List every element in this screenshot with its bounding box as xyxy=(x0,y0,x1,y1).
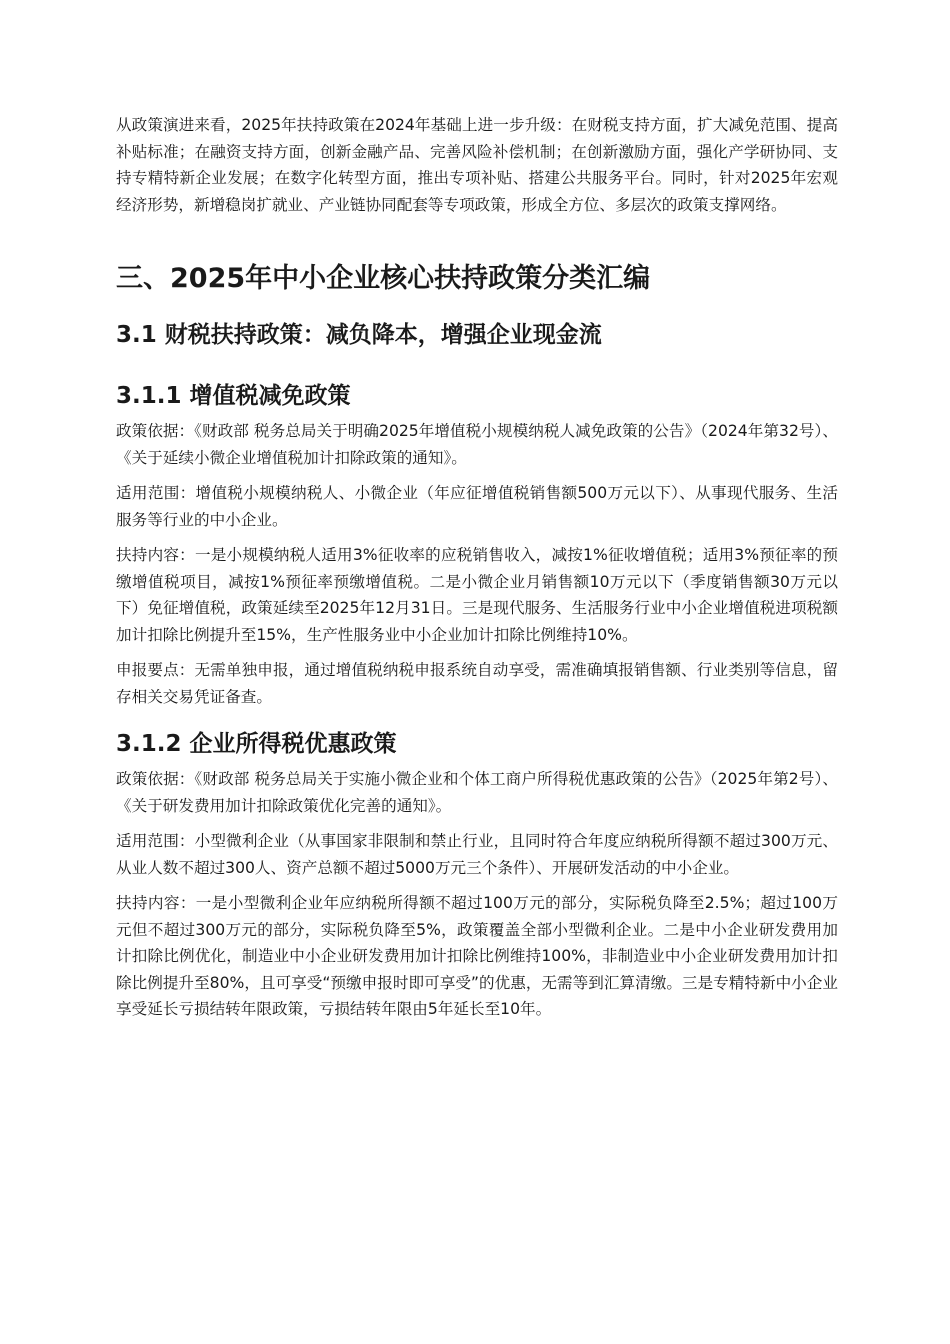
subsection-title-vat: 3.1.1 增值税减免政策 xyxy=(116,383,351,409)
cit-scope: 适用范围：小型微利企业（从事国家非限制和禁止行业，且同时符合年度应纳税所得额不超过300万元、从业人数不超过300人、资产总额不超过5000万元三个条件）、开展研发活动的中小企业。 xyxy=(116,832,838,877)
cit-policy-basis: 政策依据：《财政部 税务总局关于实施小微企业和个体工商户所得税优惠政策的公告》（2025年第2号）、《关于研发费用加计扣除政策优化完善的通知》。 xyxy=(116,770,838,815)
vat-policy-basis: 政策依据：《财政部 税务总局关于明确2025年增值税小规模纳税人减免政策的公告》（2024年第32号）、《关于延续小微企业增值税加计扣除政策的通知》。 xyxy=(116,422,838,467)
vat-apply-notes: 申报要点：无需单独申报，通过增值税纳税申报系统自动享受，需准确填报销售额、行业类别等信息，留存相关交易凭证备查。 xyxy=(116,661,838,706)
subsection-title-cit: 3.1.2 企业所得税优惠政策 xyxy=(116,731,397,757)
intro-paragraph: 从政策演进来看，2025年扶持政策在2024年基础上进一步升级：在财税支持方面，扩大减免范围、提高补贴标准；在融资支持方面，创新金融产品、完善风险补偿机制；在创新激励方面，强化产学研协同、支持专精特新企业发展；在数字化转型方面，推出专项补贴、搭建公共服务平台。同时，针对2025年宏观经济形势，新增稳岗扩就业、产业链协同配套等专项政策，形成全方位、多层次的政策支撑网络。 xyxy=(116,116,838,214)
cit-content: 扶持内容：一是小型微利企业年应纳税所得额不超过100万元的部分，实际税负降至2.5%；超过100万元但不超过300万元的部分，实际税负降至5%，政策覆盖全部小型微利企业。二是中小企业研发费用加计扣除比例优化，制造业中小企业研发费用加计扣除比例维持100%，非制造业中小企业研发费用加计扣除比例提升至80%，且可享受“预缴申报时即可享受”的优惠，无需等到汇算清缴。三是专精特新中小企业享受延长亏损结转年限政策，亏损结转年限由5年延长至10年。 xyxy=(116,894,838,1018)
vat-content: 扶持内容：一是小规模纳税人适用3%征收率的应税销售收入，减按1%征收增值税；适用3%预征率的预缴增值税项目，减按1%预征率预缴增值税。二是小微企业月销售额10万元以下（季度销售额30万元以下）免征增值税，政策延续至2025年12月31日。三是现代服务、生活服务行业中小企业增值税进项税额加计扣除比例提升至15%，生产性服务业中小企业加计扣除比例维持10%。 xyxy=(116,546,838,644)
document-page xyxy=(116,112,838,1032)
section-title: 3.1 财税扶持政策：减负降本，增强企业现金流 xyxy=(116,322,602,348)
chapter-title: 三、2025年中小企业核心扶持政策分类汇编 xyxy=(116,263,651,294)
vat-scope: 适用范围：增值税小规模纳税人、小微企业（年应征增值税销售额500万元以下）、从事现代服务、生活服务等行业的中小企业。 xyxy=(116,484,838,529)
